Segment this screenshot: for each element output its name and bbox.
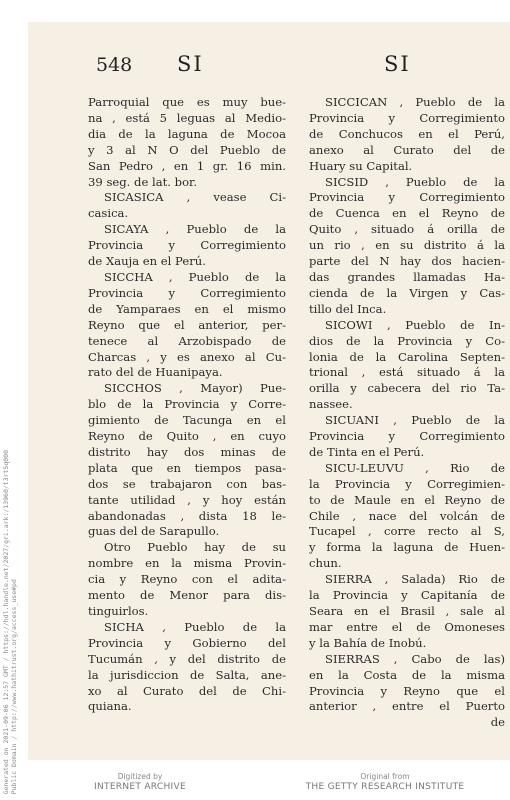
text-line: Seara en el Brasil , sale al [309, 604, 505, 618]
left-text-column [88, 95, 286, 715]
running-head-right: SI [384, 52, 411, 76]
text-line: dios de la Provincia y Co- [309, 333, 505, 348]
text-line: distrito hay dos minas de [88, 444, 286, 459]
text-line: tillo del Inca. [309, 301, 387, 316]
text-line: abandonadas , dista 18 le- [88, 508, 286, 523]
text-line: San Pedro , en 1 gr. 16 min. [88, 158, 286, 173]
page-header [28, 52, 510, 88]
text-line: anexo al Curato del de [309, 142, 505, 157]
internet-archive-label: INTERNET ARCHIVE [94, 782, 186, 792]
text-line: Chile , nace del volcán de [309, 508, 505, 523]
text-line: Provincia y Corregimiento [309, 429, 505, 444]
text-line: Reyno que el anterior, per- [88, 317, 286, 332]
text-line: la Provincia y Capitanía de [309, 588, 505, 603]
text-line: SICCHOS , Mayor) Pue- [104, 381, 286, 396]
text-line: Provincia y Gobierno del [88, 635, 286, 650]
text-line: Provincia y Corregimiento [309, 190, 505, 205]
text-line: en la Costa de la misma [309, 667, 505, 682]
text-line: SICHA , Pueblo de la [104, 619, 286, 634]
text-line: mar entre el de Omoneses [309, 619, 505, 634]
text-line: Provincia y Corregimiento [88, 285, 286, 300]
text-line: un rio , en su distrito á la [309, 238, 505, 253]
watermark-line-rights: Public Domain / http://www.hathitrust.org/access_use#pd [10, 578, 18, 794]
digitized-by-label: Digitized by [117, 772, 163, 781]
text-line: Reyno de Quito , en cuyo [88, 429, 286, 444]
text-line: de Tinta en el Perú. [309, 444, 425, 459]
text-line: de [490, 715, 505, 730]
text-line: tante utilidad , y hoy están [88, 492, 286, 507]
text-line: cienda de la Virgen y Cas- [309, 285, 505, 300]
text-line: Tucumán , y del distrito de [88, 651, 286, 666]
text-line: y la Bahía de Inobú. [309, 635, 427, 650]
text-line: tenece al Arzobispado de [88, 333, 286, 348]
digitized-by-credit [80, 772, 200, 792]
text-line: y 3 al N O del Pueblo de [88, 142, 286, 157]
text-line: guas del de Sarapullo. [88, 524, 220, 539]
getty-institute-label: THE GETTY RESEARCH INSTITUTE [305, 782, 465, 792]
text-line: y forma la laguna de Huen- [309, 540, 505, 555]
right-text-column [309, 95, 505, 731]
text-line: SICU-LEUVU , Rio de [325, 460, 505, 475]
hathitrust-watermark [2, 450, 18, 794]
text-line: parte del N hay dos hacien- [309, 254, 505, 269]
text-line: Quito , situado á orilla de [309, 222, 505, 237]
text-line: de Xauja en el Perú. [88, 254, 206, 269]
text-line: Provincia y Corregimiento [88, 238, 286, 253]
text-line: plata que en tiempos pasa- [88, 460, 286, 475]
text-line: SICSID , Pueblo de la [325, 174, 505, 189]
text-line: la jurisdiccion de Salta, ane- [88, 667, 286, 682]
original-from-label: Original from [360, 772, 410, 781]
text-line: na , está 5 leguas al Medio- [88, 110, 286, 125]
text-line: de Cuenca en el Reyno de [309, 206, 505, 221]
text-line: de Yamparaes en el mismo [88, 301, 286, 316]
text-line: quiana. [88, 699, 132, 714]
text-line: Provincia y Corregimiento [309, 110, 505, 125]
text-line: SICAYA , Pueblo de la [104, 222, 286, 237]
text-line: cia y Reyno con el adita- [88, 572, 286, 587]
original-from-credit [290, 772, 480, 792]
text-line: anterior , entre el Puerto [309, 699, 505, 714]
text-line: casica. [88, 206, 129, 221]
text-line: gimiento de Tacunga en el [88, 413, 286, 428]
text-line: nombre en la misma Provin- [88, 556, 286, 571]
text-line: mento de Menor para dis- [88, 588, 286, 603]
text-line: Parroquial que es muy bue- [88, 95, 286, 109]
text-line: Tucapel , corre recto al S, [309, 524, 505, 539]
text-line: dia de la laguna de Mocoa [88, 126, 286, 141]
text-line: SIERRA , Salada) Rio de [325, 572, 505, 587]
text-line: Provincia y Reyno que el [309, 683, 505, 698]
text-line: Huary su Capital. [309, 158, 413, 173]
text-line: dos se trabajaron con bas- [88, 476, 286, 491]
text-line: SICCHA , Pueblo de la [104, 269, 286, 284]
text-line: trional , está situado á la [309, 365, 505, 380]
running-head-left: SI [177, 52, 204, 76]
text-line: rato del de Huanipaya. [88, 365, 223, 380]
text-line: tinguirlos. [88, 604, 149, 618]
text-line: lonia de la Carolina Septen- [309, 349, 505, 364]
text-line: SICOWI , Pueblo de In- [325, 317, 505, 332]
text-line: Charcas , y es anexo al Cu- [88, 349, 286, 364]
text-line: nassee. [309, 397, 353, 412]
text-line: de Conchucos en el Perú, [309, 126, 505, 141]
text-line: blo de la Provincia y Corre- [88, 397, 286, 412]
page-number: 548 [96, 54, 133, 76]
text-line: Otro Pueblo hay de su [104, 540, 286, 555]
text-line: 39 seg. de lat. bor. [88, 174, 198, 189]
text-line: orilla y cabecera del rio Ta- [309, 381, 505, 396]
text-line: SICCICAN , Pueblo de la [325, 95, 505, 109]
text-line: la Provincia y Corregimien- [309, 476, 505, 491]
text-line: SICASICA , vease Ci- [104, 190, 286, 205]
watermark-line-generated: Generated on 2021-09-06 12:57 GMT / https://hdl.handle.net/2027/gri.ark:/13960/t3rt5q000 [2, 449, 10, 794]
text-line: SICUANI , Pueblo de la [325, 413, 505, 428]
book-page [28, 22, 510, 760]
text-line: SIERRAS , Cabo de las) [325, 651, 505, 666]
text-line: das grandes llamadas Ha- [309, 269, 505, 284]
text-line: chun. [309, 556, 342, 571]
text-line: to de Maule en el Reyno de [309, 492, 505, 507]
text-line: xo al Curato del de Chi- [88, 683, 286, 698]
